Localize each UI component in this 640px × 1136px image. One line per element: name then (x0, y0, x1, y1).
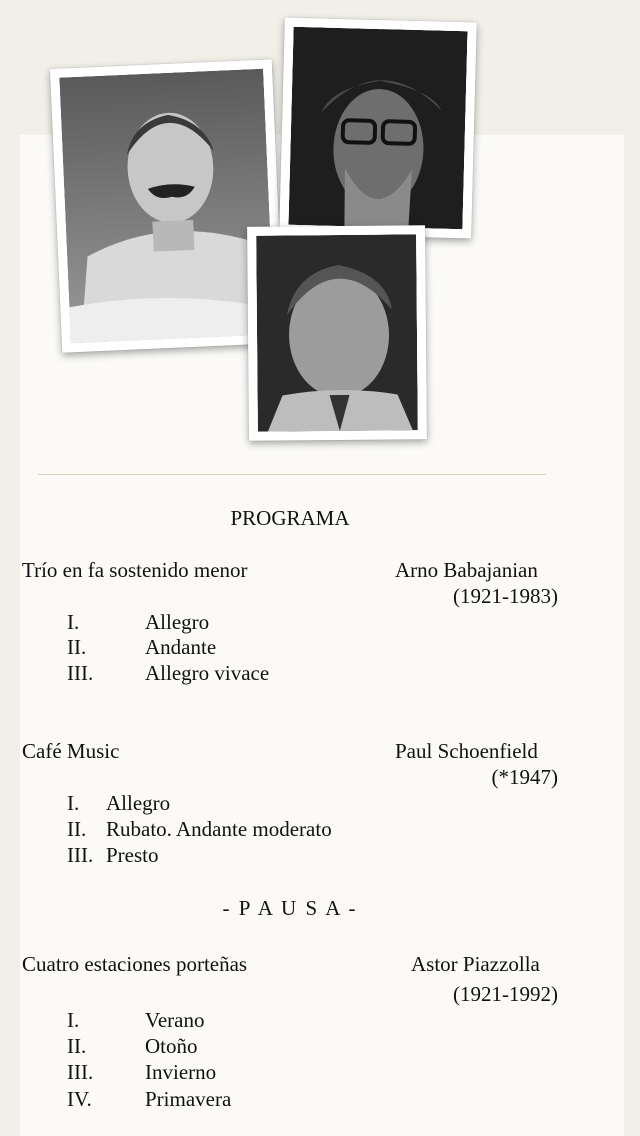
movement-name: Primavera (145, 1087, 232, 1111)
work-title: Trío en fa sostenido menor (22, 558, 248, 582)
movement-name: Allegro (106, 791, 171, 815)
babajanian-photo (247, 225, 427, 441)
program-heading: PROGRAMA (230, 506, 350, 530)
movement-name: Otoño (145, 1034, 198, 1058)
movement-name: Allegro (145, 610, 210, 634)
work-dates: (*1947) (491, 765, 558, 789)
work-composer: Paul Schoenfield (395, 739, 538, 763)
movement-number: I. (67, 1008, 80, 1032)
movement-name: Andante (145, 635, 217, 659)
movement-name: Presto (106, 843, 159, 867)
movement-number: IV. (67, 1087, 92, 1111)
work-title: Café Music (22, 739, 120, 763)
movement-number: III. (67, 1060, 94, 1084)
work-composer: Astor Piazzolla (411, 952, 540, 976)
movement-name: Allegro vivace (145, 661, 270, 685)
movement-number: II. (67, 635, 87, 659)
work-dates: (1921-1992) (453, 982, 558, 1006)
work-title: Cuatro estaciones porteñas (22, 952, 248, 976)
movement-number: III. (67, 843, 94, 867)
movement-number: I. (67, 610, 80, 634)
movement-number: II. (67, 1034, 87, 1058)
work-dates: (1921-1983) (453, 584, 558, 608)
work-composer: Arno Babajanian (395, 558, 538, 582)
movement-name: Rubato. Andante moderato (106, 817, 332, 841)
movement-number: II. (67, 817, 87, 841)
pause-label: - P A U S A - (222, 896, 358, 920)
movement-number: III. (67, 661, 94, 685)
schoenfield-photo (279, 18, 477, 239)
movement-name: Verano (145, 1008, 205, 1032)
movement-number: I. (67, 791, 80, 815)
movement-name: Invierno (145, 1060, 217, 1084)
section-divider (38, 474, 546, 475)
